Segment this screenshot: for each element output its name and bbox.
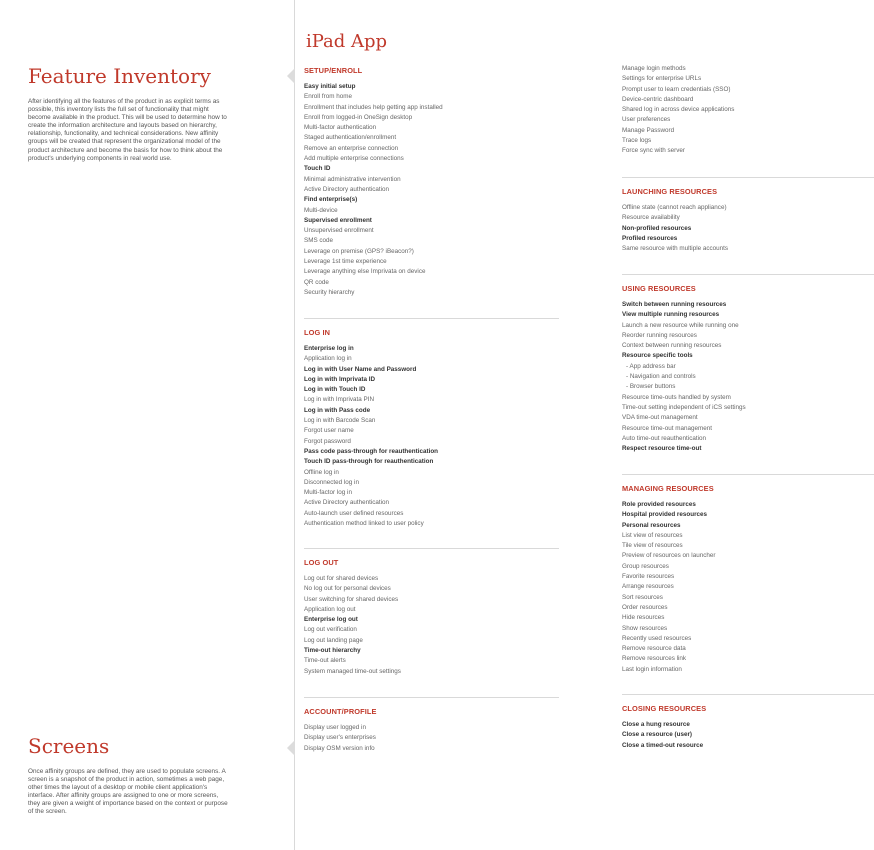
list-item: Time-out setting independent of iCS settings: [622, 403, 746, 411]
list-item: Launch a new resource while running one: [622, 321, 739, 329]
list-item: Enterprise log out: [304, 616, 358, 624]
list-item: QR code: [304, 278, 329, 286]
list-item: Multi-factor log in: [304, 489, 352, 497]
section-rule: [622, 474, 874, 475]
list-item: Supervised enrollment: [304, 216, 372, 224]
feature-inventory-title: Feature Inventory: [28, 64, 211, 88]
section-setup-enroll: [304, 66, 559, 298]
list-item: Recently used resources: [622, 634, 692, 642]
list-item: Last login information: [622, 665, 682, 673]
list-item: Multi-device: [304, 206, 338, 214]
section-closing-resources: [622, 694, 874, 751]
list-item: Preview of resources on launcher: [622, 552, 716, 560]
list-item: Manage login methods: [622, 65, 686, 72]
list-item: Force sync with server: [622, 147, 685, 155]
section-rule: [622, 694, 874, 695]
list-item: No log out for personal devices: [304, 585, 391, 593]
section-rule: [622, 274, 874, 275]
list-item: Enrollment that includes help getting app installed: [304, 103, 443, 111]
item-list: [622, 64, 874, 157]
section-title: LOG OUT: [304, 558, 339, 567]
list-item: Close a timed-out resource: [622, 741, 704, 749]
list-item: Personal resources: [622, 521, 681, 529]
list-item: Device-centric dashboard: [622, 95, 694, 103]
list-item: Enroll from home: [304, 93, 352, 101]
list-item: Offline state (cannot reach appliance): [622, 204, 727, 211]
feature-inventory-description: After identifying all the features of the product in as explicit terms as possible, this inventory lists the full set of functionality that might become available in the product. This will be used to determine how to create the information architecture and layouts based on hierarchy, relationship, functionality, and technical considerations. New affinity groups will be created that represent the organizational model of the product architecture and become the basis for how to think about the product's underlying components in real world use.: [28, 98, 227, 162]
section-title: CLOSING RESOURCES: [622, 704, 707, 713]
item-list: [304, 82, 559, 298]
list-item: Respect resource time-out: [622, 445, 702, 453]
list-item: VDA time-out management: [622, 414, 698, 422]
list-item: System managed time-out settings: [304, 667, 401, 675]
list-item: Remove resources link: [622, 655, 687, 663]
list-item: Auto-launch user defined resources: [304, 509, 404, 517]
section-log-in: [304, 318, 559, 529]
list-item: Order resources: [622, 603, 668, 611]
list-item: Minimal administrative intervention: [304, 175, 401, 183]
list-item: Context between running resources: [622, 342, 722, 350]
list-item: Auto time-out reauthentication: [622, 434, 707, 442]
section-title: LOG IN: [304, 328, 331, 337]
section-title: ACCOUNT/PROFILE: [304, 707, 377, 716]
section-title: USING RESOURCES: [622, 284, 696, 293]
list-item: Close a resource (user): [622, 731, 692, 739]
list-item: Leverage on premise (GPS? iBeacon?): [304, 247, 414, 255]
list-item: Staged authentication/enrollment: [304, 134, 397, 142]
left-panel: [0, 0, 295, 850]
section-title: MANAGING RESOURCES: [622, 484, 714, 493]
list-item: Profiled resources: [622, 234, 678, 242]
list-item: Display OSM version info: [304, 744, 375, 752]
list-item: Switch between running resources: [622, 301, 727, 308]
list-item: Shared log in across device applications: [622, 106, 735, 114]
list-item: Log in with User Name and Password: [304, 365, 417, 373]
list-item: Prompt user to learn credentials (SSO): [622, 85, 731, 93]
list-item: Log in with Barcode Scan: [304, 417, 376, 425]
list-item: Reorder running resources: [622, 331, 697, 339]
list-item: - App address bar: [626, 362, 676, 370]
list-item: User switching for shared devices: [304, 595, 399, 603]
list-item: Log in with Touch ID: [304, 386, 366, 394]
item-list: [622, 203, 874, 254]
section-rule: [304, 697, 559, 698]
list-item: Same resource with multiple accounts: [622, 245, 729, 253]
list-item: - Navigation and controls: [626, 373, 696, 381]
item-list: [304, 344, 559, 529]
list-item: Easy initial setup: [304, 83, 356, 90]
list-item: User preferences: [622, 116, 671, 124]
list-item: Role provided resources: [622, 501, 696, 508]
section-account-profile-continued: [622, 64, 874, 157]
list-item: Hide resources: [622, 614, 665, 622]
list-item: Security hierarchy: [304, 288, 355, 296]
item-list: [304, 723, 559, 754]
list-item: Find enterprise(s): [304, 196, 358, 204]
list-item: Forgot password: [304, 437, 351, 445]
section-using-resources: [622, 274, 874, 454]
section-title: LAUNCHING RESOURCES: [622, 187, 718, 196]
list-item: Hospital provided resources: [622, 511, 708, 519]
list-item: Log out verification: [304, 626, 357, 634]
list-item: Unsupervised enrollment: [304, 227, 374, 235]
list-item: Arrange resources: [622, 583, 674, 591]
section-rule: [304, 548, 559, 549]
list-item: Remove an enterprise connection: [304, 144, 399, 152]
list-item: Forgot user name: [304, 427, 354, 435]
divider-notch: [287, 740, 295, 756]
list-item: Touch ID: [304, 165, 331, 173]
list-item: Resource availability: [622, 214, 680, 222]
list-item: Offline log in: [304, 468, 339, 476]
list-item: Application log in: [304, 355, 352, 363]
list-item: Resource specific tools: [622, 352, 693, 360]
list-item: Add multiple enterprise connections: [304, 155, 404, 163]
list-item: Enterprise log in: [304, 345, 354, 352]
item-list: [622, 500, 874, 675]
list-item: Log out landing page: [304, 636, 363, 644]
list-item: Log out for shared devices: [304, 575, 379, 582]
item-list: [622, 300, 874, 454]
item-list: [304, 574, 559, 677]
list-item: Group resources: [622, 562, 669, 570]
list-item: Time-out hierarchy: [304, 647, 361, 655]
list-item: Active Directory authentication: [304, 185, 390, 193]
section-log-out: [304, 548, 559, 677]
item-list: [622, 720, 874, 751]
list-item: SMS code: [304, 237, 334, 245]
list-item: Enroll from logged-in OneSign desktop: [304, 113, 413, 121]
list-item: Non-profiled resources: [622, 224, 692, 232]
section-rule: [304, 318, 559, 319]
list-item: Multi-factor authentication: [304, 124, 377, 132]
list-item: Show resources: [622, 624, 668, 632]
list-item: Time-out alerts: [304, 657, 346, 665]
list-item: - Browser buttons: [626, 383, 676, 391]
list-item: Tile view of resources: [622, 542, 683, 550]
vertical-divider: [294, 0, 295, 850]
app-title: iPad App: [306, 31, 388, 52]
divider-notch: [287, 68, 295, 84]
list-item: Remove resource data: [622, 645, 686, 653]
screens-title: Screens: [28, 734, 110, 758]
screens-description: Once affinity groups are defined, they are used to populate screens. A screen is a snapshot of the product in action, sometimes a web page, other times the layout of a desktop or mobile client application's interface. After affinity groups are assigned to one or more screens, they are given a weight of importance based on the context or purpose of the screen.: [28, 768, 228, 816]
list-item: Manage Password: [622, 126, 675, 134]
list-item: Close a hung resource: [622, 721, 690, 728]
list-item: Trace logs: [622, 137, 652, 145]
list-item: Settings for enterprise URLs: [622, 75, 702, 83]
section-managing-resources: [622, 474, 874, 675]
list-item: Disconnected log in: [304, 478, 359, 486]
list-item: Log in with Pass code: [304, 406, 371, 414]
list-item: Active Directory authentication: [304, 499, 390, 507]
list-item: Resource time-outs handled by system: [622, 393, 731, 401]
section-rule: [622, 177, 874, 178]
list-item: Log in with Imprivata ID: [304, 375, 376, 383]
list-item: Touch ID pass-through for reauthentication: [304, 458, 434, 466]
list-item: List view of resources: [622, 531, 683, 539]
list-item: Resource time-out management: [622, 424, 712, 432]
section-title: SETUP/ENROLL: [304, 66, 363, 75]
list-item: View multiple running resources: [622, 311, 720, 319]
section-account-profile: [304, 697, 559, 754]
list-item: Display user logged in: [304, 724, 366, 731]
list-item: Leverage 1st time experience: [304, 258, 387, 266]
list-item: Favorite resources: [622, 573, 675, 581]
list-item: Application log out: [304, 605, 356, 613]
list-item: Sort resources: [622, 593, 663, 601]
section-launching-resources: [622, 177, 874, 254]
list-item: Pass code pass-through for reauthentication: [304, 447, 439, 455]
list-item: Leverage anything else Imprivata on device: [304, 268, 426, 276]
list-item: Display user's enterprises: [304, 734, 376, 742]
list-item: Log in with Imprivata PIN: [304, 396, 374, 404]
list-item: Authentication method linked to user policy: [304, 520, 424, 528]
